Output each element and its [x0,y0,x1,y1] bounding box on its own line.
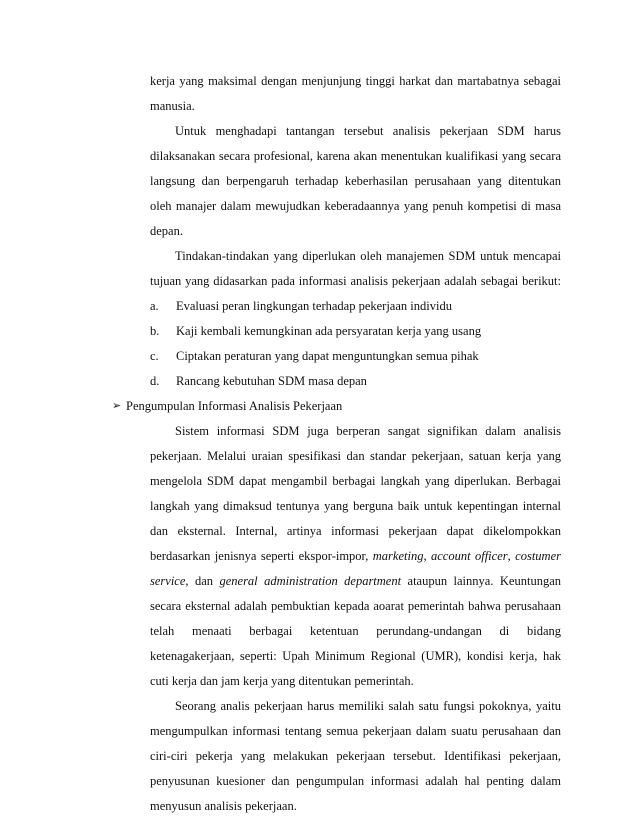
paragraph-line: Sistem informasi SDM juga berperan sangat signifikan dalam analisis [175,424,561,438]
list-item-text: Ciptakan peraturan yang dapat menguntungkan semua pihak [176,349,479,363]
paragraph-line: telah menaati berbagai ketentuan perundang-undangan di bidang [150,624,561,638]
paragraph-line: penyusunan kuesioner dan pengumpulan informasi adalah hal penting dalam [150,774,561,788]
italic-term: general administration department [219,574,402,588]
text-span: ataupun lainnya. Keuntungan [407,574,561,588]
paragraph-line: ketenagakerjaan, seperti: Upah Minimum Regional (UMR), kondisi kerja, hak [150,649,561,663]
italic-term: service [150,574,186,588]
section-heading: Pengumpulan Informasi Analisis Pekerjaan [126,399,343,413]
paragraph-line [150,573,561,589]
list-marker: a. [150,299,159,313]
paragraph-line: menyusun analisis pekerjaan. [150,799,297,813]
paragraph-line: mengumpulkan informasi tentang semua pekerjaan dalam suatu perusahaan dan [150,724,561,738]
paragraph-line: langkah yang dimaksud tentunya yang berguna baik untuk kepentingan internal [150,499,561,513]
text-span: , [507,549,511,563]
italic-term: account officer [431,549,508,563]
paragraph-line: langsung dan berpengaruh terhadap keberhasilan perusahaan yang ditentukan [150,174,561,188]
list-marker: c. [150,349,159,363]
list-item-text: Evaluasi peran lingkungan terhadap pekerjaan individu [176,299,452,313]
paragraph-line: cuti kerja dan jam kerja yang ditentukan pemerintah. [150,674,414,688]
paragraph-line: oleh manajer dalam mewujudkan keberadaannya yang penuh kompetisi di masa [150,199,561,213]
arrow-bullet-icon: ➢ [112,400,122,412]
paragraph-line: Untuk menghadapi tantangan tersebut analisis pekerjaan SDM harus [175,124,561,138]
paragraph-line: mengelola SDM dapat mengambil berbagai langkah yang diperlukan. Berbagai [150,474,561,488]
paragraph-line: Seorang analis pekerjaan harus memiliki salah satu fungsi pokoknya, yaitu [175,699,561,713]
paragraph-line: dilaksanakan secara profesional, karena akan menentukan kualifikasi yang secara [150,149,561,163]
italic-term: costumer [515,549,561,563]
text-span: , dan [185,574,214,588]
list-item-text: Rancang kebutuhan SDM masa depan [176,374,367,388]
text-span: , [423,549,427,563]
italic-term: marketing [372,549,424,563]
paragraph-line: secara eksternal adalah pembuktian kepada aoarat pemerintah bahwa perusahaan [150,599,561,613]
paragraph-line: tujuan yang didasarkan pada informasi analisis pekerjaan adalah sebagai berikut: [150,274,561,288]
paragraph-line: kerja yang maksimal dengan menjunjung tinggi harkat dan martabatnya sebagai [150,74,561,88]
paragraph-line: depan. [150,224,183,238]
paragraph-line [150,548,561,564]
list-marker: d. [150,374,160,388]
paragraph-line: Tindakan-tindakan yang diperlukan oleh manajemen SDM untuk mencapai [175,249,561,263]
paragraph-line: ciri-ciri pekerja yang melakukan pekerjaan tersebut. Identifikasi pekerjaan, [150,749,561,763]
paragraph-line: pekerjaan. Melalui uraian spesifikasi dan standar pekerjaan, satuan kerja yang [150,449,561,463]
text-span: berdasarkan jenisnya seperti ekspor-impor, [150,549,369,563]
paragraph-line: dan eksternal. Internal, artinya informasi pekerjaan dapat dikelompokkan [150,524,561,538]
list-item-text: Kaji kembali kemungkinan ada persyaratan kerja yang usang [176,324,482,338]
paragraph-line: manusia. [150,99,195,113]
list-marker: b. [150,324,160,338]
